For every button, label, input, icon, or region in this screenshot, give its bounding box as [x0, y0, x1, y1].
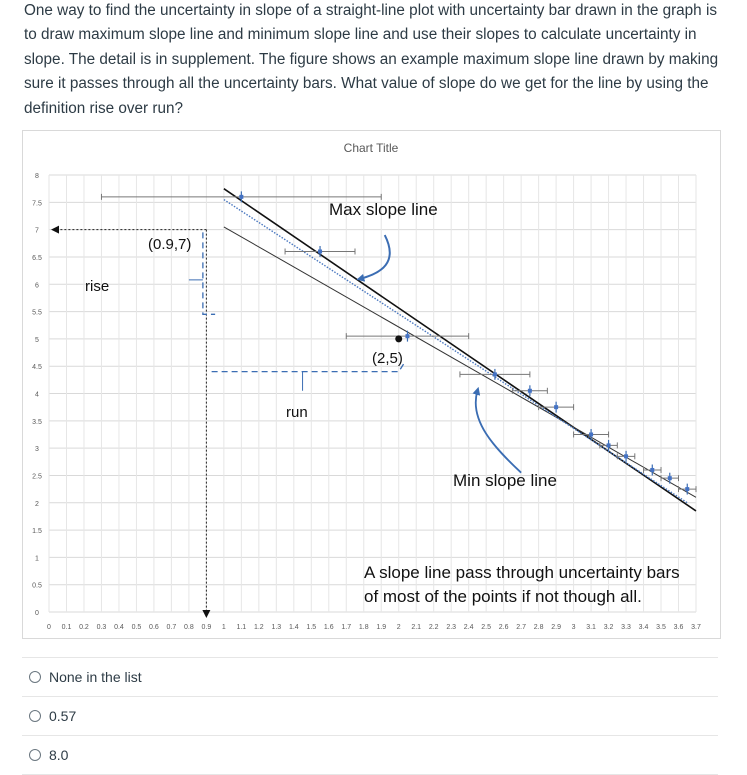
y-tick-label: 4 [35, 391, 39, 399]
x-tick-label: 2.6 [498, 624, 509, 631]
chart-figure [22, 130, 721, 639]
choice-none-in-list[interactable] [22, 657, 718, 696]
point-marker [668, 476, 672, 480]
data-point [617, 451, 634, 462]
choice-0-57[interactable] [22, 696, 718, 735]
x-tick-label: 0.8 [184, 624, 194, 631]
y-tick-label: 8 [35, 173, 39, 180]
max-slope-label: Max slope line [329, 200, 438, 219]
x-tick-label: 0.3 [96, 624, 107, 631]
y-tick-label: 0 [35, 610, 39, 617]
x-tick-label: 3 [571, 624, 576, 631]
y-tick-label: 1 [35, 555, 39, 563]
radio-button[interactable] [29, 710, 41, 722]
choice-8-0[interactable] [22, 735, 718, 775]
x-tick-label: 2.1 [411, 624, 422, 631]
point-marker [405, 334, 409, 338]
x-tick-label: 0.9 [201, 624, 212, 631]
x-tick-label: 0 [47, 624, 51, 631]
x-tick-label: 1.8 [358, 624, 369, 631]
point-marker [624, 454, 628, 458]
data-point [346, 331, 468, 342]
max-slope-line [224, 189, 696, 511]
x-tick-label: 1.7 [341, 624, 352, 631]
question-text: One way to find the uncertainty in slope of a straight-line plot with uncertainty bar drawn in the graph is to draw maximum slope line and minimum slope line and use their slopes to calculate uncertainty in slope. The detail is in supplement. The figure shows an example maximum slope line drawn by making sure it passes through all the uncertainty bars. What value of slope do we get for the line by using the definition rise over run? [24, 2, 719, 117]
x-tick-label: 1.5 [306, 624, 317, 631]
radio-button[interactable] [29, 671, 41, 683]
y-tick-label: 6 [35, 282, 39, 290]
x-tick-label: 3.2 [603, 624, 614, 631]
y-tick-label: 3 [35, 446, 39, 454]
radio-button[interactable] [29, 749, 41, 761]
point-marker [318, 249, 322, 253]
marked-point-2-5 [395, 335, 402, 342]
y-tick-label: 0.5 [32, 582, 42, 590]
x-tick-label: 0.2 [79, 624, 89, 631]
choice-label: 0.57 [49, 708, 77, 724]
data-point [661, 473, 678, 484]
chart-annotations [85, 200, 680, 606]
y-tick-label: 2.5 [32, 473, 42, 481]
point-marker [589, 432, 593, 436]
point-marker [650, 468, 654, 472]
slope-lines [224, 189, 696, 511]
point-label-0-9-7: (0.9,7) [148, 236, 192, 253]
chart-svg [23, 131, 720, 638]
x-tick-label: 1.1 [236, 624, 247, 631]
point-label-2-5: (2,5) [372, 350, 403, 367]
point-marker [528, 389, 532, 393]
y-axis-ticks [32, 173, 42, 617]
x-tick-label: 3.4 [638, 624, 649, 631]
point-marker [239, 195, 243, 199]
chart-gridlines [49, 175, 696, 612]
x-tick-label: 1.9 [376, 624, 387, 631]
answer-choices [22, 657, 718, 775]
data-point [600, 440, 617, 451]
x-tick-label: 0.6 [149, 624, 159, 631]
point-marker [493, 372, 497, 376]
chart-title: Chart Title [343, 141, 399, 155]
x-tick-label: 1.2 [253, 624, 264, 631]
x-tick-label: 0.1 [61, 624, 72, 631]
choice-label: None in the list [49, 669, 142, 685]
note-line-1: A slope line pass through uncertainty bars [364, 563, 680, 582]
note-line-2: of most of the points if not though all. [364, 587, 642, 606]
x-axis-ticks [47, 624, 701, 631]
x-tick-label: 3.7 [691, 624, 701, 631]
x-tick-label: 3.6 [673, 624, 684, 631]
y-tick-label: 3.5 [32, 418, 42, 426]
x-tick-label: 2.7 [516, 624, 527, 631]
x-tick-label: 2.9 [551, 624, 561, 631]
point-marker [685, 487, 689, 491]
x-tick-label: 1.3 [271, 624, 282, 631]
x-tick-label: 2.8 [533, 624, 544, 631]
run-label: run [286, 404, 308, 421]
y-tick-label: 7 [35, 227, 39, 235]
x-tick-label: 2.5 [481, 624, 492, 631]
rise-bracket [203, 232, 215, 314]
x-tick-label: 0.5 [131, 624, 142, 631]
data-point [679, 484, 696, 495]
data-point [460, 369, 530, 380]
y-tick-label: 4.5 [32, 364, 42, 372]
x-tick-label: 2.2 [428, 624, 439, 631]
x-tick-label: 2.4 [463, 624, 474, 631]
data-point [285, 246, 355, 257]
choice-label: 8.0 [49, 747, 69, 763]
data-point [539, 402, 574, 413]
point-marker [607, 443, 611, 447]
question-text-block [24, 0, 724, 121]
y-tick-label: 5 [35, 336, 39, 344]
min-slope-arrow [476, 391, 521, 473]
x-tick-label: 1 [221, 624, 226, 631]
x-tick-label: 0.7 [166, 624, 177, 631]
y-tick-label: 5.5 [32, 309, 42, 317]
data-point [644, 465, 661, 476]
rise-label: rise [85, 278, 110, 295]
y-tick-label: 6.5 [32, 254, 42, 262]
y-tick-label: 7.5 [32, 200, 42, 208]
min-slope-label: Min slope line [453, 471, 557, 490]
y-tick-label: 2 [35, 500, 39, 508]
x-tick-label: 3.3 [621, 624, 631, 631]
x-tick-label: 2 [396, 624, 401, 631]
x-tick-label: 0.4 [114, 624, 124, 631]
y-tick-label: 1.5 [32, 528, 42, 536]
x-tick-label: 2.3 [446, 624, 457, 631]
point-marker [554, 405, 558, 409]
x-tick-label: 3.5 [656, 624, 666, 631]
x-tick-label: 1.6 [323, 624, 334, 631]
x-tick-label: 1.4 [288, 624, 299, 631]
x-tick-label: 3.1 [586, 624, 596, 631]
